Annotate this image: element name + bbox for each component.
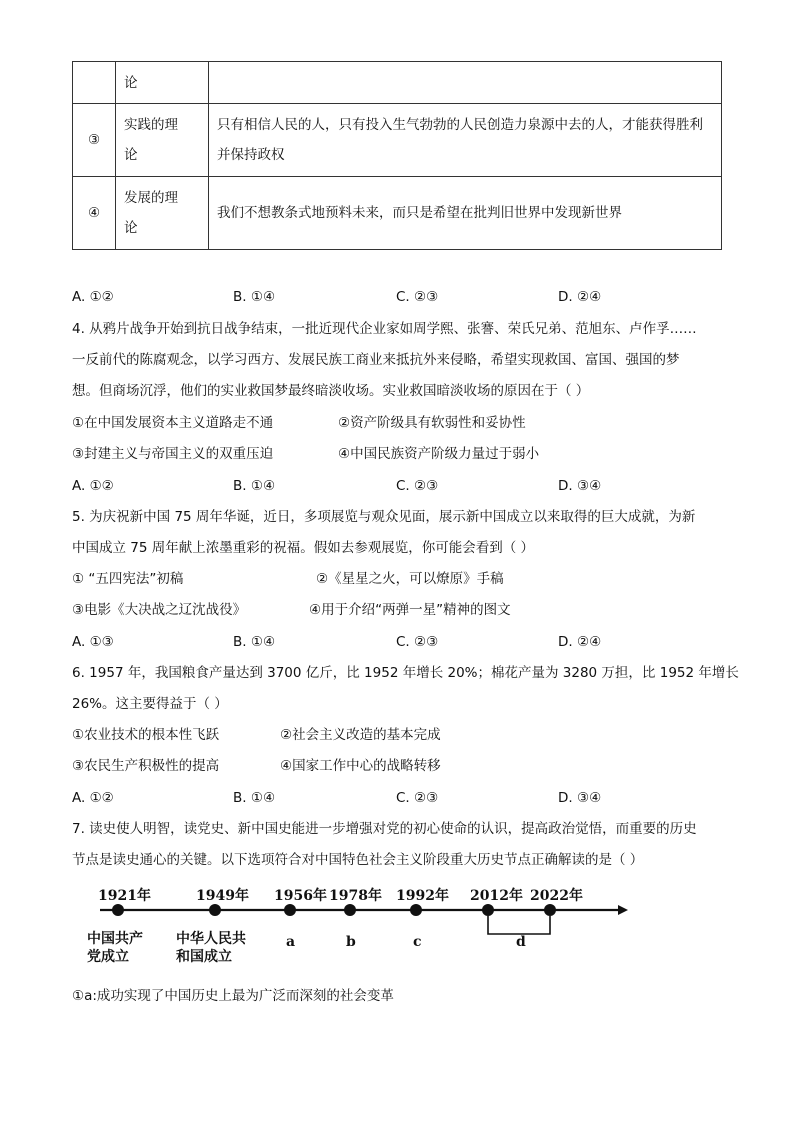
- q4-option-c: C. ②③: [396, 478, 439, 494]
- q3-option-b: B. ①④: [233, 289, 276, 305]
- year-1978: 1978年: [329, 888, 382, 904]
- q6-item-3: ③农民生产积极性的提高: [72, 758, 220, 774]
- q7-item-1: ①a:成功实现了中国历史上最为广泛而深刻的社会变革: [72, 988, 394, 1004]
- row-name: 实践的理 论: [116, 104, 209, 177]
- q6-option-d: D. ③④: [558, 790, 602, 806]
- q5-stem-line-1: 5. 为庆祝新中国 75 周年华诞，近日，多项展览与观众见面，展示新中国成立以来取得的巨大成就，为新: [72, 509, 696, 525]
- row-content: 我们不想教条式地预料未来，而只是希望在批判旧世界中发现新世界: [209, 177, 722, 250]
- row-number: ④: [73, 177, 116, 250]
- timeline-dot-2022: [544, 904, 556, 916]
- q7-stem-line-1: 7. 读史使人明智，读党史、新中国史能进一步增强对党的初心使命的认识，提高政治觉悟，而重要的历史: [72, 821, 697, 837]
- label-1921-line1: 中国共产: [87, 931, 143, 947]
- q7-stem-line-2: 节点是读史通心的关键。以下选项符合对中国特色社会主义阶段重大历史节点正确解读的是（ ）: [72, 852, 644, 868]
- table-row: [73, 177, 722, 250]
- q4-stem-line-3: 想。但商场沉浮，他们的实业救国梦最终暗淡收场。实业救国暗淡收场的原因在于（ ）: [72, 383, 590, 399]
- timeline-dot-1949: [209, 904, 221, 916]
- q4-stem-line-1: 4. 从鸦片战争开始到抗日战争结束，一批近现代企业家如周学熙、张謇、荣氏兄弟、范旭东、卢作孚……: [72, 321, 697, 337]
- q5-option-a: A. ①③: [72, 634, 114, 650]
- q5-item-3: ③电影《大决战之辽沈战役》: [72, 602, 247, 618]
- q6-option-c: C. ②③: [396, 790, 439, 806]
- year-1992: 1992年: [396, 888, 449, 904]
- year-2012: 2012年: [470, 888, 523, 904]
- letter-a: a: [286, 934, 296, 950]
- timeline-arrow-icon: [618, 905, 628, 915]
- theory-table: [72, 61, 722, 250]
- row-number: ③: [73, 104, 116, 177]
- timeline-dot-1978: [344, 904, 356, 916]
- q3-option-a: A. ①②: [72, 289, 114, 305]
- year-1949: 1949年: [196, 888, 249, 904]
- label-1949-line1: 中华人民共: [176, 931, 246, 947]
- q5-item-2: ②《星星之火，可以燎原》手稿: [316, 571, 504, 587]
- timeline-bracket-d: [488, 916, 550, 934]
- row-content: 只有相信人民的人，只有投入生气勃勃的人民创造力泉源中去的人，才能获得胜利 并保持政权: [209, 104, 722, 177]
- table-row: [73, 62, 722, 104]
- timeline-dot-2012: [482, 904, 494, 916]
- q3-option-d: D. ②④: [558, 289, 602, 305]
- timeline-dot-1992: [410, 904, 422, 916]
- history-timeline: [80, 880, 640, 970]
- q4-option-b: B. ①④: [233, 478, 276, 494]
- q3-option-c: C. ②③: [396, 289, 439, 305]
- q6-stem-line-2: 26%。这主要得益于（ ）: [72, 696, 228, 712]
- q4-option-d: D. ③④: [558, 478, 602, 494]
- q5-option-b: B. ①④: [233, 634, 276, 650]
- q6-option-a: A. ①②: [72, 790, 114, 806]
- letter-d: d: [516, 934, 526, 950]
- row-content: [209, 62, 722, 104]
- q5-item-1: ① “五四宪法”初稿: [72, 571, 184, 587]
- label-1921-line2: 党成立: [87, 949, 129, 965]
- timeline-dot-1921: [112, 904, 124, 916]
- q4-item-1: ①在中国发展资本主义道路走不通: [72, 415, 274, 431]
- table-row: [73, 104, 722, 177]
- letter-b: b: [346, 934, 356, 950]
- letter-c: c: [413, 934, 422, 950]
- q6-item-1: ①农业技术的根本性飞跃: [72, 727, 220, 743]
- q4-item-3: ③封建主义与帝国主义的双重压迫: [72, 446, 274, 462]
- q6-item-4: ④国家工作中心的战略转移: [280, 758, 441, 774]
- q4-item-4: ④中国民族资产阶级力量过于弱小: [338, 446, 540, 462]
- q5-stem-line-2: 中国成立 75 周年献上浓墨重彩的祝福。假如去参观展览，你可能会看到（ ）: [72, 540, 535, 556]
- row-name: 发展的理 论: [116, 177, 209, 250]
- year-1921: 1921年: [98, 888, 151, 904]
- year-1956: 1956年: [274, 888, 327, 904]
- timeline-dot-1956: [284, 904, 296, 916]
- q4-option-a: A. ①②: [72, 478, 114, 494]
- q4-stem-line-2: 一反前代的陈腐观念，以学习西方、发展民族工商业来抵抗外来侵略，希望实现救国、富国、强国的梦: [72, 352, 680, 368]
- row-number: [73, 62, 116, 104]
- label-1949-line2: 和国成立: [176, 949, 232, 965]
- year-2022: 2022年: [530, 888, 583, 904]
- q6-stem-line-1: 6. 1957 年，我国粮食产量达到 3700 亿斤，比 1952 年增长 20%；棉花产量为 3280 万担，比 1952 年增长: [72, 665, 739, 681]
- q5-option-d: D. ②④: [558, 634, 602, 650]
- q5-option-c: C. ②③: [396, 634, 439, 650]
- q6-option-b: B. ①④: [233, 790, 276, 806]
- q6-item-2: ②社会主义改造的基本完成: [280, 727, 441, 743]
- q5-item-4: ④用于介绍“两弹一星”精神的图文: [309, 602, 511, 618]
- row-name: 论: [116, 62, 209, 104]
- q4-item-2: ②资产阶级具有软弱性和妥协性: [338, 415, 526, 431]
